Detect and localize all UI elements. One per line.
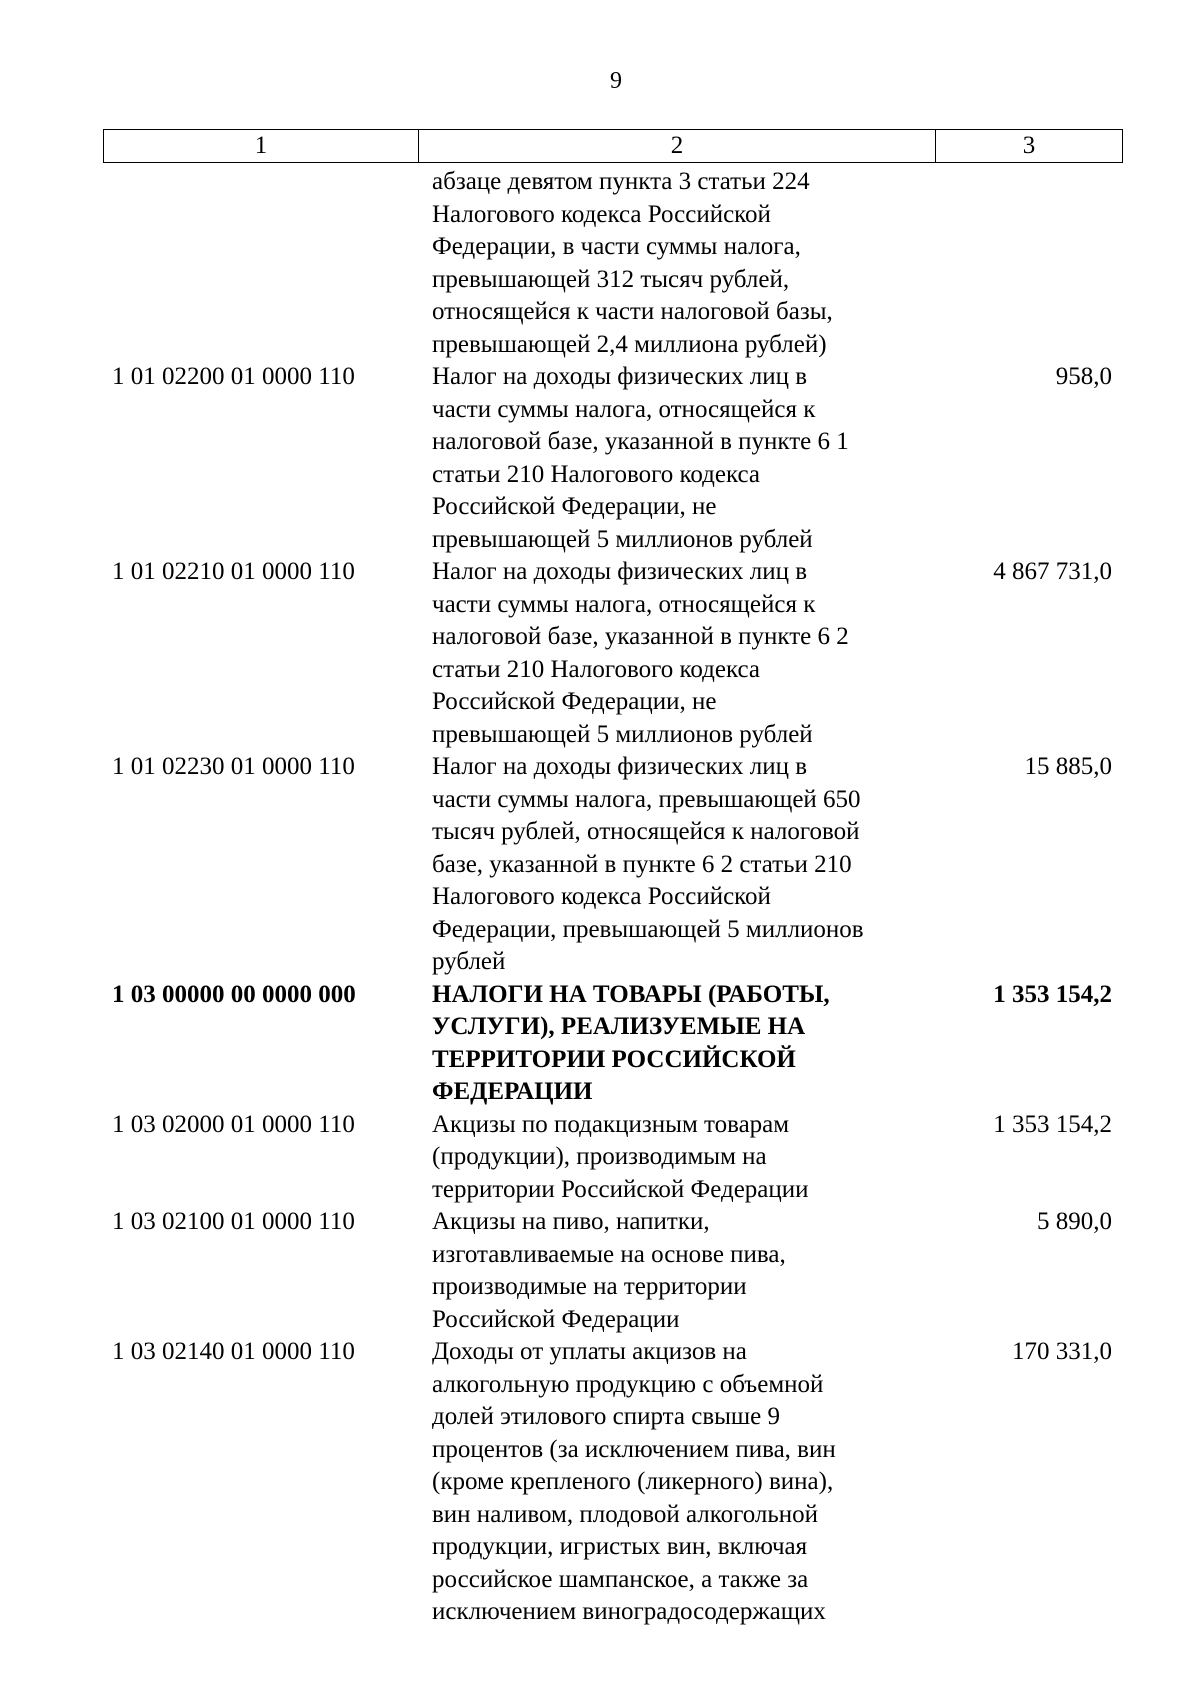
table-row — [0, 979, 1200, 1109]
row-code: 1 01 02210 01 0000 110 — [112, 558, 355, 585]
row-sum: 1 353 154,2 — [993, 1110, 1112, 1138]
table-row — [0, 1109, 1200, 1207]
row-code: 1 03 02100 01 0000 110 — [112, 1208, 355, 1235]
row-name: Налог на доходы физических лиц в части суммы налога, относящейся к налоговой базе, указанной в пункте 6 1 статьи 210 Налогового кодекса Российской Федерации, не превышающей 5 миллионов рублей — [432, 363, 849, 553]
header-col-2: 2 — [419, 130, 936, 163]
row-code: 1 03 02140 01 0000 110 — [112, 1338, 355, 1365]
row-sum: 958,0 — [1055, 363, 1112, 390]
table-row — [0, 751, 1200, 979]
header-col-3: 3 — [936, 130, 1123, 163]
row-sum: 15 885,0 — [1024, 753, 1112, 780]
row-name: абзаце девятом пункта 3 статьи 224 Налогового кодекса Российской Федерации, в части суммы налога, превышающей 312 тысяч рублей, относящейся к части налоговой базы, превышающей 2,4 миллиона рублей) — [432, 168, 833, 358]
row-sum: 4 867 731,0 — [993, 558, 1112, 585]
row-name: Налог на доходы физических лиц в части суммы налога, относящейся к налоговой базе, указанной в пункте 6 2 статьи 210 Налогового кодекса Российской Федерации, не превышающей 5 миллионов рублей — [432, 558, 849, 748]
row-name: Налог на доходы физических лиц в части суммы налога, превышающей 650 тысяч рублей, относящейся к налоговой базе, указанной в пункте 6 2 статьи 210 Налогового кодекса Российской Федерации, превышающей 5 миллионов рублей — [432, 753, 864, 975]
row-name: Акцизы по подакцизным товарам (продукции), производимым на территории Российской Федерации — [432, 1110, 809, 1203]
row-code: 1 03 00000 00 0000 000 — [112, 980, 356, 1008]
table-header — [103, 129, 1123, 163]
row-code: 1 01 02230 01 0000 110 — [112, 753, 355, 780]
row-code: 1 01 02200 01 0000 110 — [112, 363, 355, 390]
row-code: 1 03 02000 01 0000 110 — [112, 1110, 355, 1138]
table-row — [0, 166, 1200, 361]
row-sum: 5 890,0 — [1037, 1208, 1112, 1235]
page-number: 9 — [610, 68, 622, 94]
row-sum: 1 353 154,2 — [993, 980, 1112, 1008]
table-row — [0, 361, 1200, 556]
table-row — [0, 556, 1200, 751]
table-row — [0, 1336, 1200, 1629]
row-sum: 170 331,0 — [1012, 1338, 1112, 1365]
row-name: НАЛОГИ НА ТОВАРЫ (РАБОТЫ, УСЛУГИ), РЕАЛИЗУЕМЫЕ НА ТЕРРИТОРИИ РОССИЙСКОЙ ФЕДЕРАЦИИ — [432, 980, 830, 1105]
row-name: Доходы от уплаты акцизов на алкогольную продукцию с объемной долей этилового спирта свыше 9 процентов (за исключением пива, вин (кроме крепленого (ликерного) вина), вин наливом, плодовой алкогольной продукции, игристых вин, включая российское шампанское, а также за исключением виноградосодержащих — [432, 1338, 836, 1625]
row-name: Акцизы на пиво, напитки, изготавливаемые на основе пива, производимые на территории Российской Федерации — [432, 1208, 786, 1333]
table-header-row — [104, 130, 1123, 163]
table-body — [0, 166, 1200, 1629]
table-row — [0, 1206, 1200, 1336]
header-col-1: 1 — [104, 130, 419, 163]
